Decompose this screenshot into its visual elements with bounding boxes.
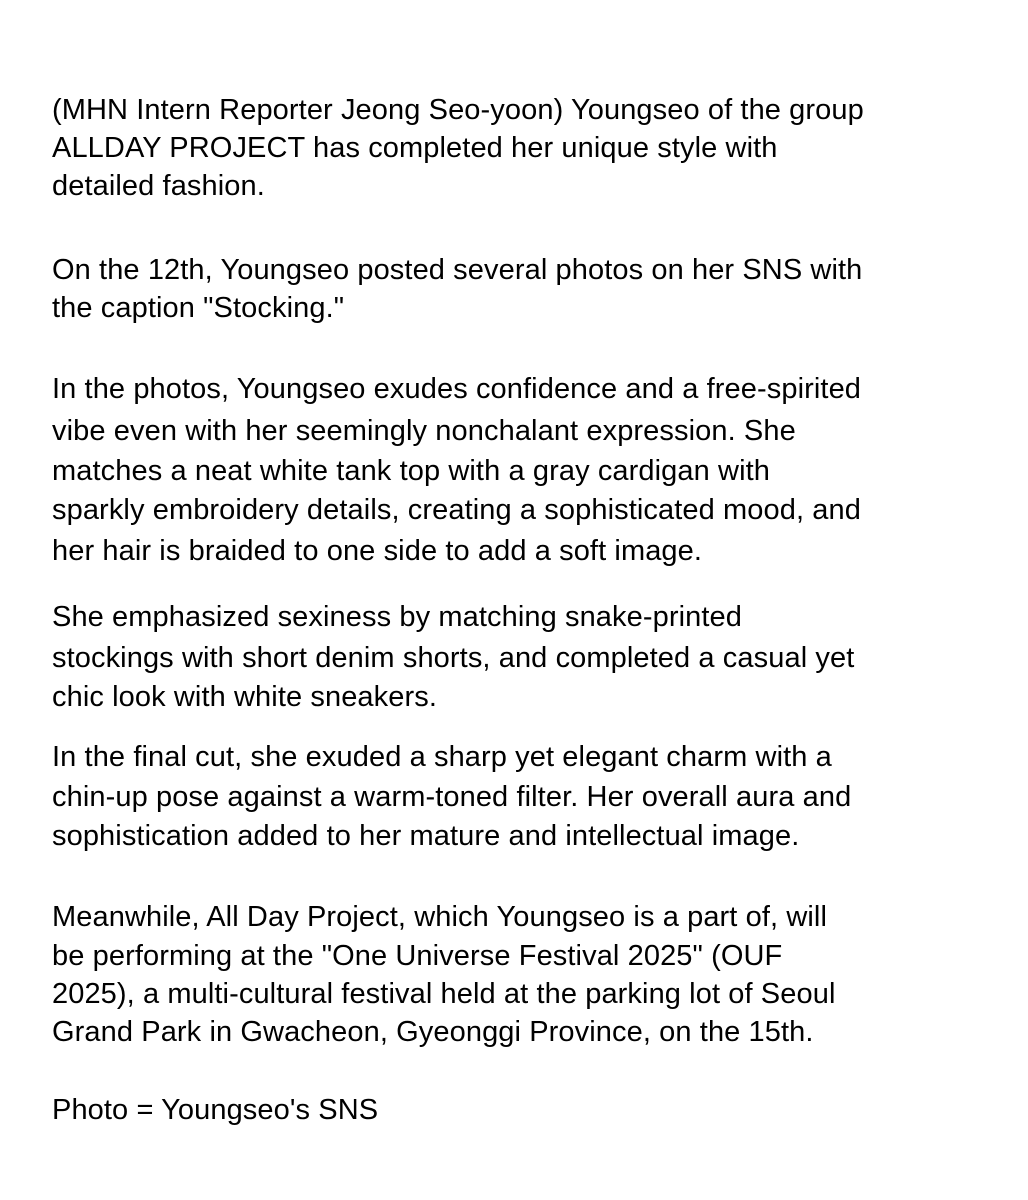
- paragraph-5-line-2: chin-up pose against a warm-toned filter. Her overall aura and: [52, 781, 852, 813]
- paragraph-6-line-1: Meanwhile, All Day Project, which Youngseo is a part of, will: [52, 901, 827, 933]
- paragraph-3-line-4: sparkly embroidery details, creating a sophisticated mood, and: [52, 494, 861, 526]
- paragraph-3-line-5: her hair is braided to one side to add a soft image.: [52, 535, 703, 567]
- paragraph-3-line-1: In the photos, Youngseo exudes confidence and a free-spirited: [52, 373, 862, 405]
- paragraph-1-line-2: ALLDAY PROJECT has completed her unique style with: [52, 132, 778, 164]
- paragraph-1-line-1: (MHN Intern Reporter Jeong Seo-yoon) Youngseo of the group: [52, 94, 864, 126]
- paragraph-3-line-3: matches a neat white tank top with a gray cardigan with: [52, 455, 770, 487]
- photo-credit: Photo = Youngseo's SNS: [52, 1094, 379, 1126]
- paragraph-5-line-1: In the final cut, she exuded a sharp yet elegant charm with a: [52, 741, 832, 773]
- paragraph-3-line-2: vibe even with her seemingly nonchalant expression. She: [52, 415, 796, 447]
- paragraph-2-line-2: the caption "Stocking.": [52, 292, 345, 324]
- paragraph-4-line-3: chic look with white sneakers.: [52, 681, 437, 713]
- paragraph-2-line-1: On the 12th, Youngseo posted several photos on her SNS with: [52, 254, 863, 286]
- paragraph-6-line-4: Grand Park in Gwacheon, Gyeonggi Province, on the 15th.: [52, 1016, 814, 1048]
- paragraph-4-line-1: She emphasized sexiness by matching snake-printed: [52, 601, 742, 633]
- paragraph-5-line-3: sophistication added to her mature and intellectual image.: [52, 820, 800, 852]
- paragraph-1-line-3: detailed fashion.: [52, 170, 265, 202]
- paragraph-6-line-2: be performing at the "One Universe Festival 2025" (OUF: [52, 940, 783, 972]
- paragraph-6-line-3: 2025), a multi-cultural festival held at the parking lot of Seoul: [52, 978, 836, 1010]
- paragraph-4-line-2: stockings with short denim shorts, and completed a casual yet: [52, 642, 855, 674]
